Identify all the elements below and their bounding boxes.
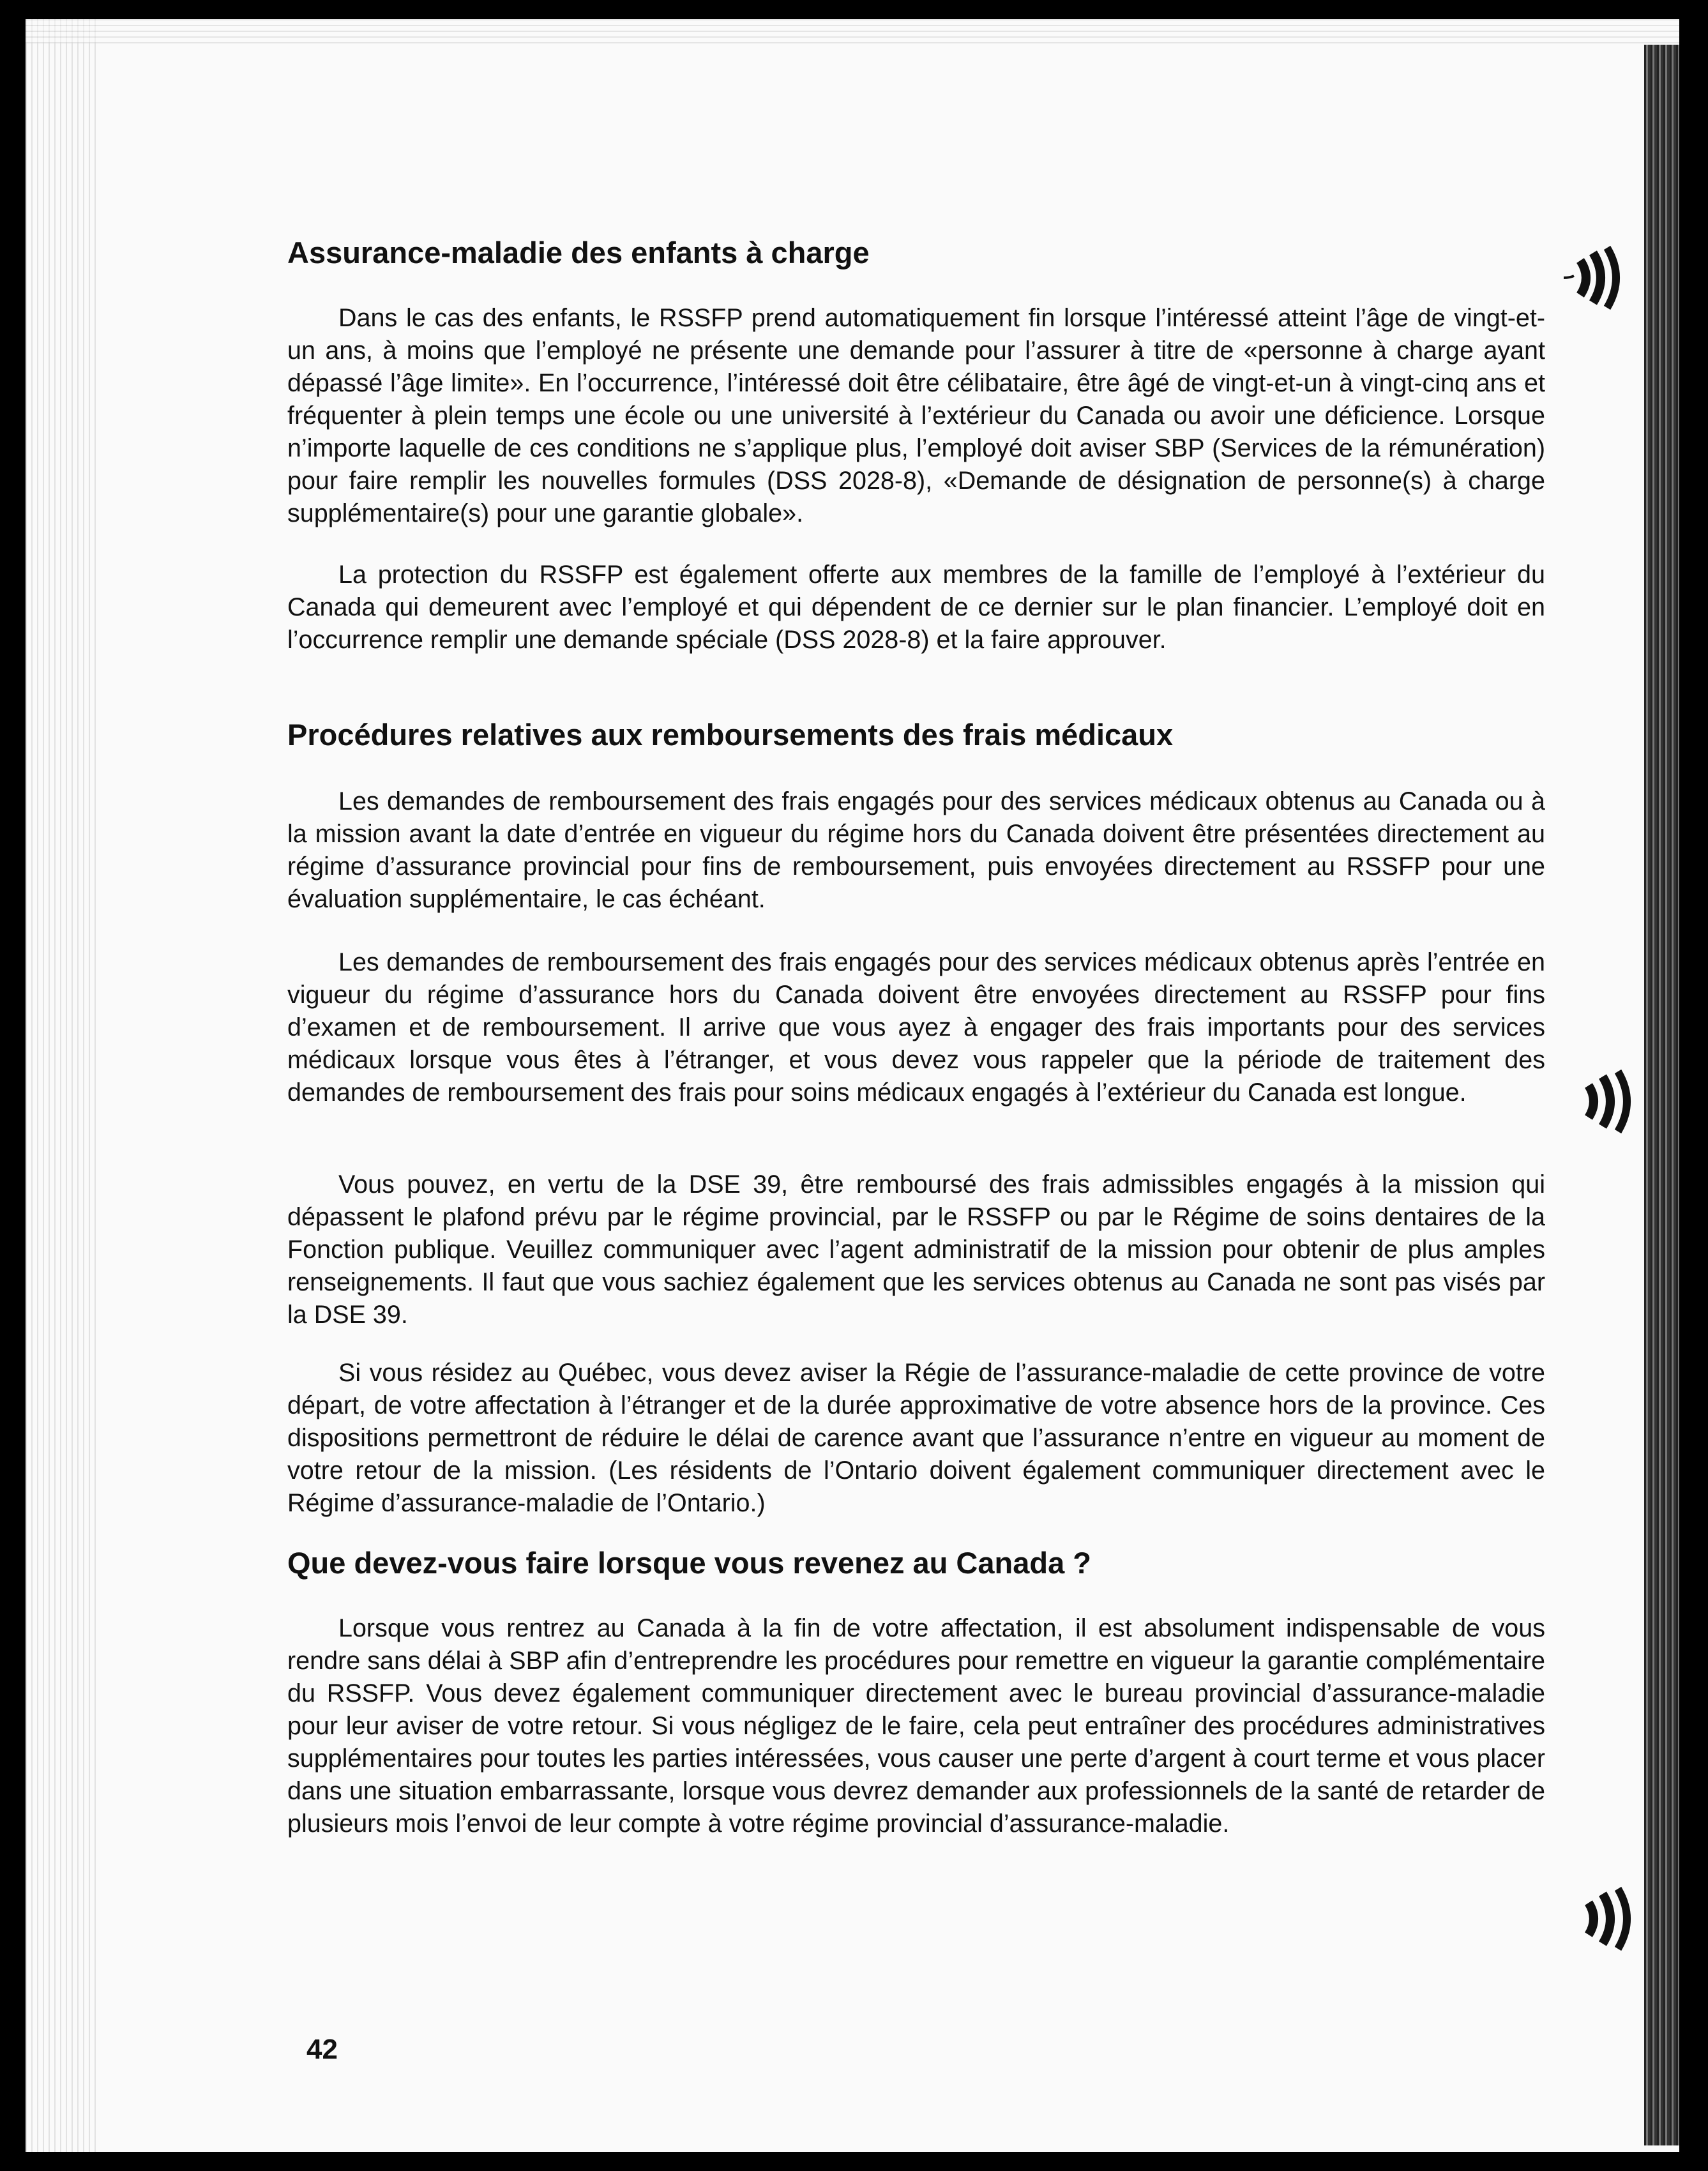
section-heading-return: Que devez-vous faire lorsque vous revenez au Canada ?	[287, 1546, 1091, 1580]
sound-wave-icon	[1555, 243, 1631, 313]
paragraph: Vous pouvez, en vertu de la DSE 39, être remboursé des frais admissibles engagés à la mission qui dépassent le plafond prévu par le régime provincial, par le RSSFP ou par le Régime de soins dentaires de la Fonction publique. Veuillez communiquer avec l’agent administratif de la mission pour obtenir de plus amples renseignements. Il faut que vous sachiez également que les services obtenus au Canada ne sont pas visés par la DSE 39.	[287, 1170, 1545, 1329]
sound-wave-icon	[1569, 1066, 1646, 1137]
section-heading-dependents: Assurance-maladie des enfants à charge	[287, 236, 870, 269]
book-binding	[1644, 45, 1679, 2145]
paragraph: Lorsque vous rentrez au Canada à la fin de votre affectation, il est absolument indispensable de vous rendre sans délai à SBP afin d’entreprendre les procédures pour remettre en vigueur la garantie complémentaire du RSSFP. Vous devez également communiquer directement avec le bureau provincial d’assurance-maladie pour leur aviser de votre retour. Si vous négligez de le faire, cela peut entraîner des procédures administratives supplémentaires pour toutes les parties intéressées, vous causer une perte d’argent à court terme et vous placer dans une situation embarrassante, lorsque vous devrez demander aux professionnels de la santé de retarder de plusieurs mois l’envoi de leur compte à votre régime provincial d’assurance-maladie.	[287, 1614, 1545, 1838]
section-heading-reimbursement: Procédures relatives aux remboursements des frais médicaux	[287, 718, 1174, 752]
paragraph: Les demandes de remboursement des frais engagés pour des services médicaux obtenus au Canada ou à la mission avant la date d’entrée en vigueur du régime hors du Canada doivent être présentées directement au régime d’assurance provincial pour fins de remboursement, puis envoyées directement au RSSFP pour une évaluation supplémentaire, le cas échéant.	[287, 787, 1545, 913]
sound-wave-icon	[1569, 1884, 1646, 1954]
page-stack-edges	[26, 19, 96, 2152]
document-page	[26, 19, 1679, 2152]
paragraph: Dans le cas des enfants, le RSSFP prend automatiquement fin lorsque l’intéressé atteint l’âge de vingt-et-un ans, à moins que l’employé ne présente une demande pour l’assurer à titre de «personne à charge ayant dépassé l’âge limite». En l’occurrence, l’intéressé doit être célibataire, être âgé de vingt-et-un à vingt-cinq ans et fréquenter à plein temps une école ou une université à l’extérieur du Canada ou avoir une déficience. Lorsque n’importe laquelle de ces conditions ne s’applique plus, l’employé doit aviser SBP (Services de la rémunération) pour faire remplir les nouvelles formules (DSS 2028-8), «Demande de désignation de personne(s) à charge supplémentaire(s) pour une garantie globale».	[287, 304, 1545, 527]
paragraph: Si vous résidez au Québec, vous devez aviser la Régie de l’assurance-maladie de cette province de votre départ, de votre affectation à l’étranger et de la durée approximative de votre absence hors de la province. Ces dispositions permettront de réduire le délai de carence avant que l’assurance n’entre en vigueur au moment de votre retour de la mission. (Les résidents de l’Ontario doivent également communiquer directement avec le Régime d’assurance-maladie de l’Ontario.)	[287, 1359, 1545, 1517]
page-number: 42	[306, 2034, 338, 2065]
page-stack-top-edges	[26, 19, 1679, 43]
paragraph: La protection du RSSFP est également offerte aux membres de la famille de l’employé à l’extérieur du Canada qui demeurent avec l’employé et qui dépendent de ce dernier sur le plan financier. L’employé doit en l’occurrence remplir une demande spéciale (DSS 2028-8) et la faire approuver.	[287, 561, 1545, 654]
paragraph: Les demandes de remboursement des frais engagés pour des services médicaux obtenus après l’entrée en vigueur du régime d’assurance hors du Canada doivent être envoyées directement au RSSFP pour fins d’examen et de remboursement. Il arrive que vous ayez à engager des frais importants pour des services médicaux lorsque vous êtes à l’étranger, et vous devez vous rappeler que la période de traitement des demandes de remboursement des frais pour soins médicaux engagés à l’extérieur du Canada est longue.	[287, 948, 1545, 1107]
